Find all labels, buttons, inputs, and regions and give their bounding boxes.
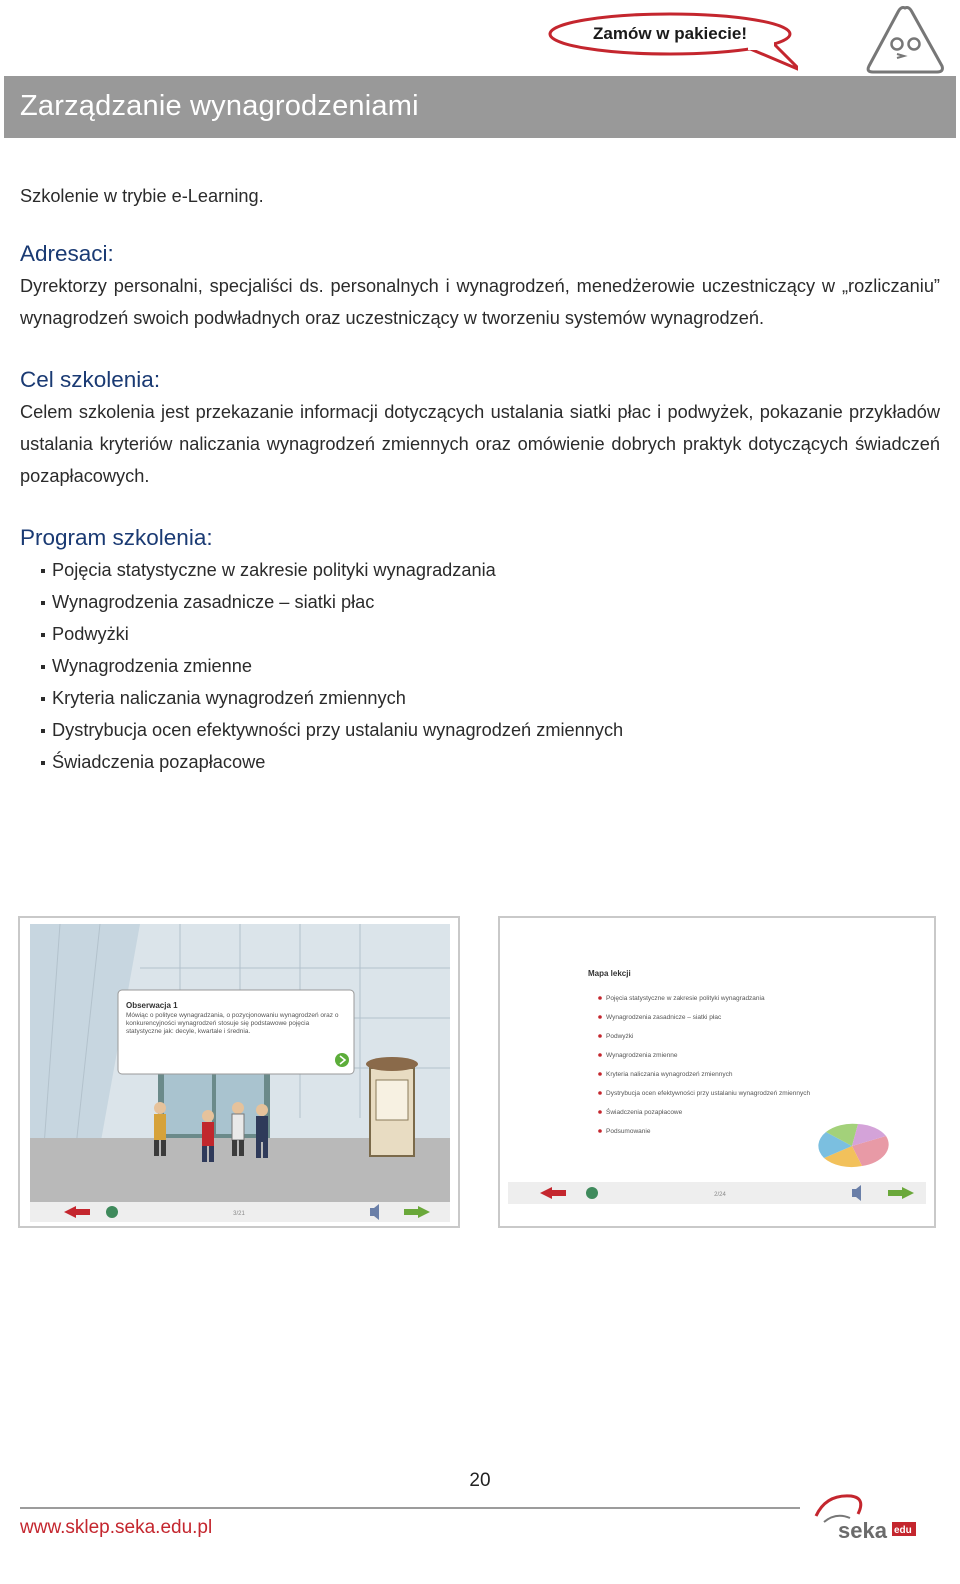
list-item: Wynagrodzenia zmienne: [52, 650, 940, 682]
footer-divider: [20, 1507, 800, 1509]
program-list: [20, 554, 940, 778]
section-text-cel: Celem szkolenia jest przekazanie informacji dotyczących ustalania siatki płac i podwyżek, pokazanie przykładów ustalania kryteriów naliczania wynagrodzeń zmiennych oraz omówienie dobrych praktyk dotyczących świadczeń pozapłacowych.: [20, 402, 940, 486]
page-number: 20: [469, 1470, 491, 1491]
section-heading-cel: Cel szkolenia:: [20, 367, 161, 392]
lesson-map-item: Wynagrodzenia zmienne: [606, 1052, 678, 1059]
lesson-map-item: Dystrybucja ocen efektywności przy ustalaniu wynagrodzeń zmiennych: [606, 1090, 811, 1097]
popup-text: Mówiąc o polityce wynagradzania, o pozycjonowaniu wynagrodzeń oraz o konkurencyjności wynagrodzeń stosuje się podstawowe pojęcia statystyczne jak: decyle, kwartale i średnia.: [126, 1012, 339, 1035]
seka-logo-icon: [806, 1486, 926, 1566]
lesson-map-item: Podwyżki: [606, 1033, 634, 1040]
promo-bubble[interactable]: [548, 12, 798, 56]
list-item: Pojęcia statystyczne w zakresie polityki wynagradzania: [52, 554, 940, 586]
globe-icon: [586, 1187, 598, 1199]
section-text-adresaci: Dyrektorzy personalni, specjaliści ds. personalnych i wynagrodzeń, menedżerowie uczestniczący w „rozliczaniu” wynagrodzeń swoich podwładnych oraz uczestniczący w tworzeniu systemów wynagrodzeń.: [20, 276, 940, 328]
globe-icon: [106, 1206, 118, 1218]
lesson-map-item: Wynagrodzenia zasadnicze – siatki płac: [606, 1014, 722, 1021]
logo-text: seka: [838, 1518, 887, 1543]
list-item: Dystrybucja ocen efektywności przy ustalaniu wynagrodzeń zmiennych: [52, 714, 940, 746]
page-title: Zarządzanie wynagrodzeniami: [20, 90, 419, 122]
slide-counter: 2/24: [714, 1192, 726, 1198]
list-item: Podwyżki: [52, 618, 940, 650]
footer-url-link[interactable]: www.sklep.seka.edu.pl: [20, 1517, 213, 1538]
lesson-map-item: Pojęcia statystyczne w zakresie polityki wynagradzania: [606, 995, 765, 1002]
section-heading-program: Program szkolenia:: [20, 525, 213, 550]
popup-title: Obserwacja 1: [126, 1001, 178, 1010]
logo-badge: edu: [894, 1525, 912, 1536]
section-heading-adresaci: Adresaci:: [20, 241, 114, 266]
list-item: Kryteria naliczania wynagrodzeń zmiennych: [52, 682, 940, 714]
lesson-map-item: Kryteria naliczania wynagrodzeń zmiennych: [606, 1071, 733, 1078]
slide-counter: 3/21: [233, 1211, 245, 1217]
course-screenshot-lesson-map: [498, 916, 936, 1228]
lesson-map-title: Mapa lekcji: [588, 969, 631, 978]
intro-text: Szkolenie w trybie e-Learning.: [20, 186, 264, 206]
lesson-map-item: Podsumowanie: [606, 1128, 651, 1135]
mascot-logo-icon: [864, 4, 946, 76]
promo-label: Zamów w pakiecie!: [593, 24, 747, 43]
main-content: [20, 180, 940, 778]
lesson-map-item: Świadczenia pozapłacowe: [606, 1109, 683, 1116]
title-bar: [4, 76, 956, 138]
list-item: Wynagrodzenia zasadnicze – siatki płac: [52, 586, 940, 618]
list-item: Świadczenia pozapłacowe: [52, 746, 940, 778]
next-circle-icon: [335, 1053, 349, 1067]
course-screenshot-scene: [18, 916, 460, 1228]
